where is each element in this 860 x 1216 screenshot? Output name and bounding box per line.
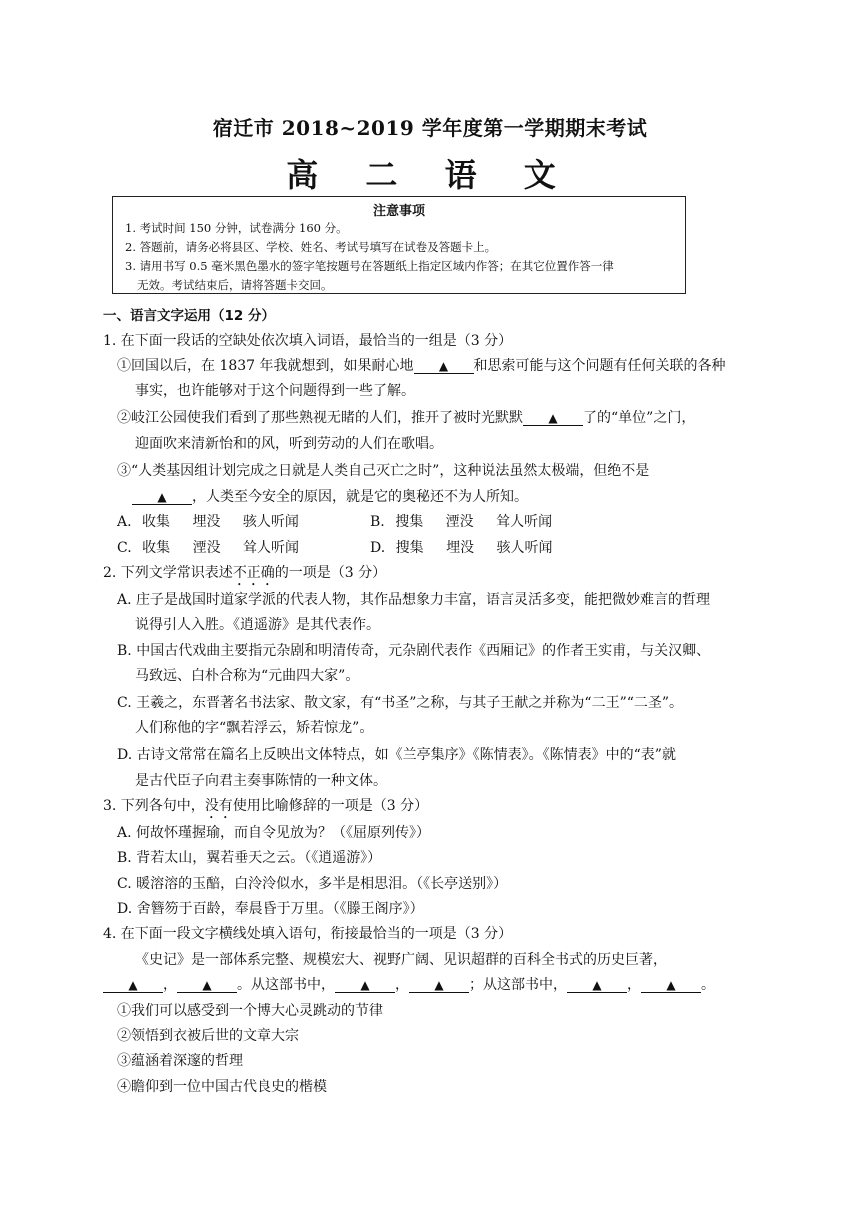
q1-option-c: [117, 537, 370, 557]
notice-title: 注意事项: [372, 204, 425, 219]
option-label: A.: [117, 514, 132, 530]
q1-sentence-1-cont: 事实，也许能够对于这个问题得到一些了解。: [135, 383, 415, 399]
q2-option-c-cont: 人们称他的字“飘若浮云，矫若惊龙”。: [135, 720, 374, 736]
exam-title: 宿迁市 2018~2019 学年度第一学期期末考试: [212, 116, 648, 140]
triangle-icon: ▲: [157, 490, 167, 504]
notice-box: [112, 196, 686, 294]
option-label: C.: [117, 540, 132, 556]
q4-passage-text: 。从这部书中，: [237, 977, 335, 993]
q3-option-a: A. 何故怀瑾握瑜，而自令见放为？（《屈原列传》）: [117, 825, 431, 841]
q1-s1-text: 和思索可能与这个问题有任何关联的各种: [473, 358, 726, 374]
q1-sentence-3: ③“人类基因组计划完成之日就是人类自己灭亡之时”，这种说法虽然太极端，但绝不是: [117, 463, 650, 479]
q1-sentence-2: [117, 407, 695, 427]
q4-sep: ，: [163, 977, 177, 993]
q2-option-a: A. 庄子是战国时道家学派的代表人物，其作品想象力丰富，语言灵活多变，能把微妙难言的哲理: [117, 592, 711, 608]
q1-options-row-2: [117, 537, 717, 557]
answer-blank: [132, 490, 192, 505]
q1-sentence-1: [117, 355, 726, 375]
option-word: 湮没: [445, 514, 474, 530]
q3-stem-text: 3. 下列各句中，: [103, 798, 205, 814]
q1-option-a: [117, 511, 370, 531]
triangle-icon: ▲: [666, 978, 676, 992]
triangle-icon: ▲: [548, 411, 558, 425]
answer-blank: [409, 978, 469, 993]
option-word: 搜集: [395, 514, 424, 530]
answer-blank: [567, 978, 627, 993]
q4-passage-text: 。: [701, 977, 715, 993]
notice-item: 3. 请用书写 0.5 毫米黑色墨水的签字笔按题号在答题纸上指定区域内作答；在其它位置作答一律: [125, 259, 614, 273]
q3-option-c: C. 暖溶溶的玉醅，白泠泠似水，多半是相思泪。（《长亭送别》）: [117, 876, 508, 892]
option-word: 埋没: [446, 540, 475, 556]
q4-item: ①我们可以感受到一个博大心灵跳动的节律: [117, 1003, 383, 1019]
q2-option-d-cont: 是古代臣子向君主奏事陈情的一种文体。: [135, 773, 387, 789]
option-label: B.: [370, 514, 385, 530]
section-title: 一、语言文字运用（12 分）: [103, 308, 275, 324]
q1-sentence-2-cont: 迎面吹来清新怡和的风，听到劳动的人们在歌唱。: [135, 436, 443, 452]
q4-sep: ，: [627, 977, 641, 993]
q4-passage-text: ；从这部书中，: [469, 977, 567, 993]
q1-s2-text: 了的“单位”之门，: [583, 410, 696, 426]
q2-stem-text: 2. 下列文学常识表述: [103, 565, 233, 581]
subject-title: 高 二 语 文: [286, 156, 574, 194]
q1-s2-text: ②岐江公园使我们看到了那些熟视无睹的人们，推开了被时光默默: [117, 410, 523, 426]
q2-option-c: C. 王羲之，东晋著名书法家、散文家，有“书圣”之称，与其子王献之并称为“二王”“二圣”。: [117, 695, 684, 711]
q4-passage: 《史记》是一部体系完整、规模宏大、视野广阔、见识超群的百科全书式的历史巨著，: [135, 952, 667, 968]
option-word: 骇人听闻: [242, 514, 299, 530]
notice-item: 1. 考试时间 150 分钟，试卷满分 160 分。: [125, 221, 348, 235]
option-word: 搜集: [395, 540, 424, 556]
q4-stem: 4. 在下面一段文字横线处填入语句，衔接最恰当的一项是（3 分）: [103, 926, 513, 942]
triangle-icon: ▲: [438, 359, 449, 373]
triangle-icon: ▲: [128, 978, 138, 992]
option-word: 耸人听闻: [243, 540, 300, 556]
q2-option-a-cont: 说得引人入胜。《逍遥游》是其代表作。: [135, 617, 380, 633]
q4-sep: ，: [395, 977, 409, 993]
notice-item: 无效。考试结束后，请将答题卡交回。: [137, 278, 333, 292]
triangle-icon: ▲: [434, 978, 444, 992]
q2-option-b-cont: 马致远、白朴合称为“元曲四大家”。: [135, 668, 360, 684]
triangle-icon: ▲: [202, 978, 212, 992]
q2-stem-text: 的一项是（3 分）: [274, 565, 387, 581]
q3-option-d: D. 舍簪笏于百龄，奉晨昏于万里。（《滕王阁序》）: [117, 901, 424, 917]
q2-option-d: D. 古诗文常常在篇名上反映出文体特点，如《兰亭集序》《陈情表》。《陈情表》中的“表”就: [117, 747, 676, 763]
answer-blank: [414, 359, 474, 374]
answer-blank: [177, 978, 237, 993]
option-word: 耸人听闻: [496, 514, 553, 530]
q4-item: ④瞻仰到一位中国古代良史的楷模: [117, 1079, 327, 1095]
answer-blank: [335, 978, 395, 993]
q4-item: ②领悟到衣被后世的文章大宗: [117, 1028, 299, 1044]
triangle-icon: ▲: [360, 978, 370, 992]
q1-option-b: [370, 511, 552, 531]
q4-item: ③蕴涵着深邃的哲理: [117, 1053, 243, 1069]
q4-passage-blanks: [103, 974, 715, 994]
answer-blank: [523, 411, 583, 426]
q3-stem-emphasis: 没有: [204, 798, 233, 814]
q3-stem-text: 使用比喻修辞的一项是（3 分）: [232, 798, 429, 814]
q3-option-b: B. 背若太山，翼若垂天之云。（《逍遥游》）: [117, 850, 382, 866]
q2-stem: [103, 562, 386, 589]
option-word: 骇人听闻: [496, 540, 553, 556]
q1-s1-text: ①回国以后，在 1837 年我就想到，如果耐心地: [117, 358, 414, 374]
q2-stem-emphasis: 不正确: [232, 565, 275, 581]
q1-sentence-3-cont: [132, 486, 528, 506]
q1-s3-text: ，人类至今安全的原因，就是它的奥秘还不为人所知。: [192, 489, 528, 505]
q1-options-row-1: [117, 511, 717, 531]
answer-blank: [103, 978, 163, 993]
option-label: D.: [370, 540, 386, 556]
option-word: 湮没: [192, 540, 221, 556]
q1-option-d: [370, 537, 553, 557]
q2-option-b: B. 中国古代戏曲主要指元杂剧和明清传奇，元杂剧代表作《西厢记》的作者王实甫，与关汉卿、: [117, 643, 711, 659]
option-word: 埋没: [192, 514, 221, 530]
option-word: 收集: [142, 540, 171, 556]
q3-stem: [103, 795, 428, 822]
option-word: 收集: [142, 514, 171, 530]
triangle-icon: ▲: [592, 978, 602, 992]
q1-stem: 1. 在下面一段话的空缺处依次填入词语，最恰当的一组是（3 分）: [103, 333, 513, 349]
answer-blank: [641, 978, 701, 993]
notice-item: 2. 答题前，请务必将县区、学校、姓名、考试号填写在试卷及答题卡上。: [125, 240, 497, 254]
